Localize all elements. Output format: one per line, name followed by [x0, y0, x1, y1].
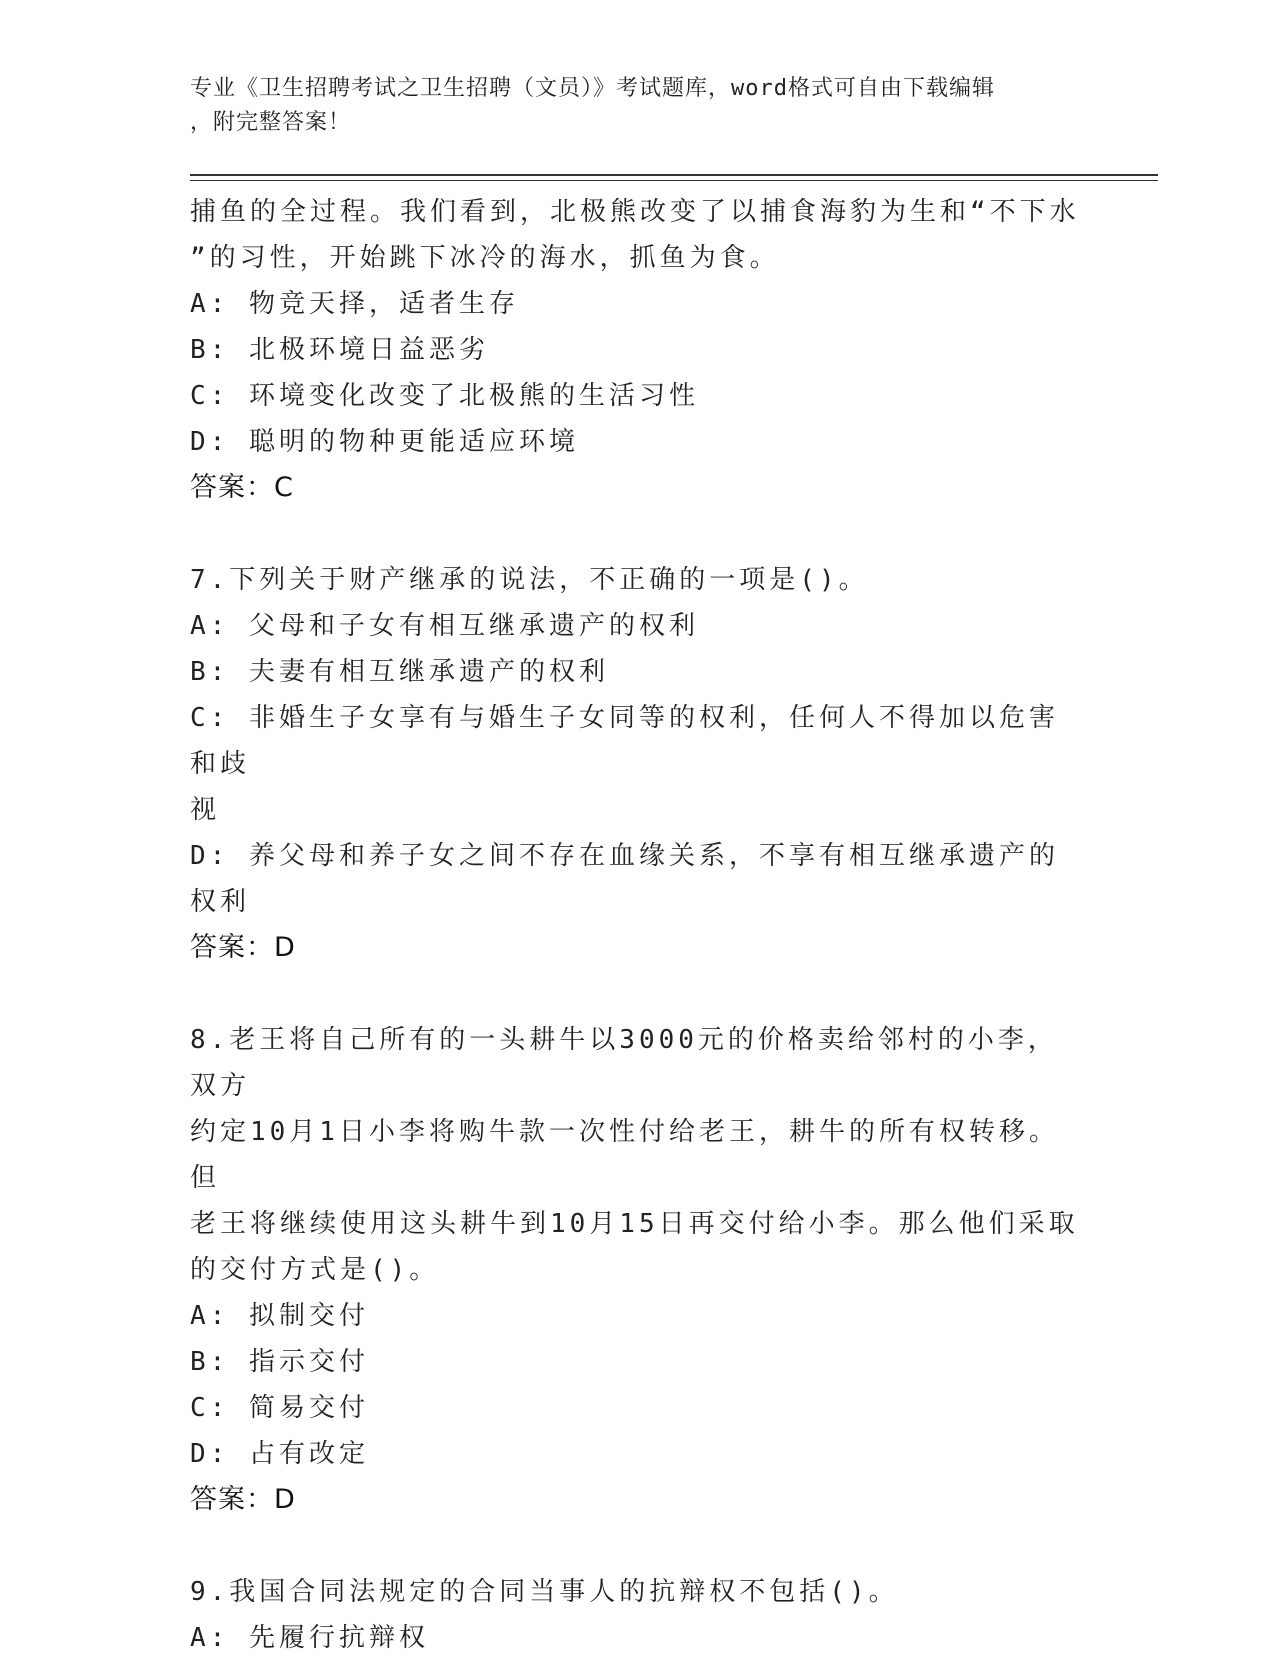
option-c-continued: 视 — [190, 795, 221, 825]
question-content — [190, 189, 1080, 1661]
question-stem-line: 约定10月1日小李将购牛款一次性付给老王，耕牛的所有权转移。但 — [190, 1117, 1059, 1193]
option-c: C: 简易交付 — [190, 1393, 369, 1423]
question-stem-line: 8.老王将自己所有的一头耕牛以3000元的价格卖给邻村的小李，双方 — [190, 1025, 1058, 1101]
option-c: C: 非婚生子女享有与婚生子女同等的权利，任何人不得加以危害和歧 — [190, 703, 1059, 779]
option-d: D: 养父母和养子女之间不存在血缘关系，不享有相互继承遗产的权利 — [190, 841, 1059, 917]
question-stem: 7.下列关于财产继承的说法，不正确的一项是()。 — [190, 565, 869, 595]
question-7 — [190, 557, 1080, 971]
question-6 — [190, 189, 1080, 511]
header-rule-thick — [190, 174, 1158, 176]
header-line-2: ，附完整答案！ — [190, 110, 352, 135]
option-d: D: 占有改定 — [190, 1439, 369, 1469]
question-stem-line: 的交付方式是()。 — [190, 1255, 440, 1285]
question-stem-line: ”的习性，开始跳下冰冷的海水，抓鱼为食。 — [190, 243, 780, 273]
option-a: A: 物竞天择，适者生存 — [190, 289, 519, 319]
question-8 — [190, 1017, 1080, 1523]
spacer — [190, 1523, 1080, 1569]
header-line-1: 专业《卫生招聘考试之卫生招聘（文员）》考试题库，word格式可自由下载编辑 — [190, 76, 995, 101]
question-9 — [190, 1569, 1080, 1661]
document-header — [190, 72, 1070, 140]
option-b: B: 夫妻有相互继承遗产的权利 — [190, 657, 609, 687]
question-stem-line: 老王将继续使用这头耕牛到10月15日再交付给小李。那么他们采取 — [190, 1209, 1079, 1239]
option-a: A: 拟制交付 — [190, 1301, 369, 1331]
spacer — [190, 971, 1080, 1017]
option-d: D: 聪明的物种更能适应环境 — [190, 427, 579, 457]
question-stem-line: 捕鱼的全过程。我们看到，北极熊改变了以捕食海豹为生和“不下水 — [190, 197, 1080, 227]
option-c: C: 环境变化改变了北极熊的生活习性 — [190, 381, 699, 411]
header-rule-thin — [190, 180, 1158, 181]
option-b: B: 指示交付 — [190, 1347, 369, 1377]
spacer — [190, 511, 1080, 557]
answer: 答案：D — [190, 932, 296, 963]
option-a: A: 父母和子女有相互继承遗产的权利 — [190, 611, 699, 641]
answer: 答案：D — [190, 1484, 296, 1515]
option-b: B: 北极环境日益恶劣 — [190, 335, 489, 365]
answer: 答案：C — [190, 472, 294, 503]
question-stem: 9.我国合同法规定的合同当事人的抗辩权不包括()。 — [190, 1577, 899, 1607]
option-a: A: 先履行抗辩权 — [190, 1623, 429, 1653]
